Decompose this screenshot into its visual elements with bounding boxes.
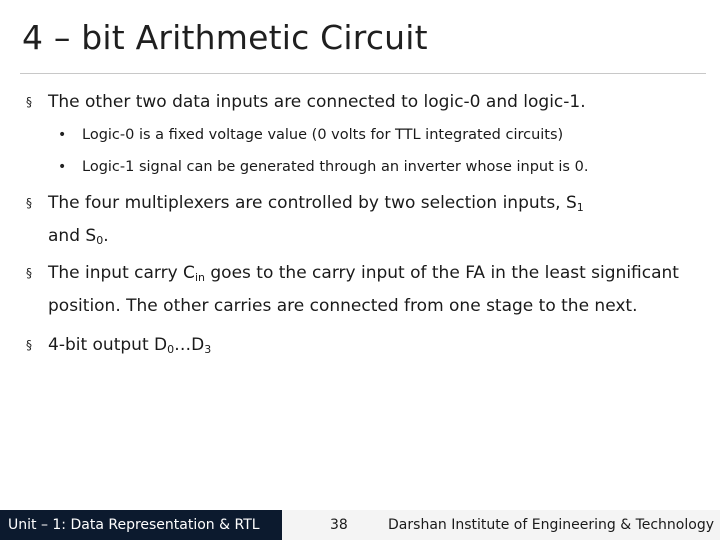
square-bullet-icon: § [26,338,32,352]
sub-bullet-text: Logic-0 is a fixed voltage value (0 volts for TTL integrated circuits) [82,127,564,143]
bullet-point [24,257,704,323]
slide-content [24,86,704,362]
sub-bullet-text: Logic-1 signal can be generated through an inverter whose input is 0. [82,159,589,175]
square-bullet-icon: § [26,95,32,109]
square-bullet-icon: § [26,196,32,210]
bullet-point [24,86,704,119]
bullet-point [24,187,704,253]
page-number: 38 [330,517,348,533]
title-divider [20,73,706,74]
slide-title: 4 – bit Arithmetic Circuit [22,18,428,57]
square-bullet-icon: § [26,266,32,280]
footer-institute: Darshan Institute of Engineering & Technology [388,517,714,533]
sub-bullet-point [24,151,704,183]
bullet-text: The four multiplexers are controlled by two selection inputs, $S_1$ and $S_0$. [48,193,584,247]
bullet-text: 4-bit output $D_0\dots D_3$ [48,335,212,356]
sub-bullet-point [24,119,704,151]
bullet-text: The other two data inputs are connected to logic-0 and logic-1. [48,92,586,112]
slide-footer [0,510,720,540]
dot-bullet-icon: • [58,127,67,143]
dot-bullet-icon: • [58,159,67,175]
bullet-point [24,329,704,362]
footer-unit-label: Unit – 1: Data Representation & RTL [0,510,282,540]
bullet-text: The input carry $C_{in}$ goes to the carry input of the FA in the least significant position. The other carries are connected from one stage to the next. [48,263,679,316]
